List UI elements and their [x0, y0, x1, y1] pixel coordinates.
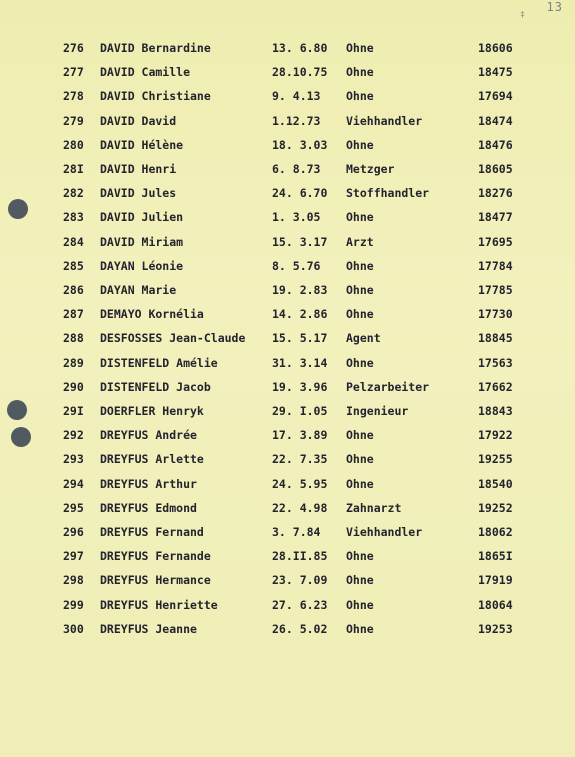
- birth-date: 18. 3.03: [272, 137, 328, 152]
- bleed-through-smudge: [60, 660, 500, 700]
- reference-number: 17922: [478, 428, 513, 443]
- reference-number: 18276: [478, 186, 513, 201]
- occupation: Ohne: [346, 210, 374, 225]
- birth-date: 22. 7.35: [272, 452, 328, 467]
- person-name: DREYFUS Arthur: [100, 476, 197, 491]
- birth-date: 28.II.85: [272, 549, 328, 564]
- birth-date: 28.10.75: [272, 65, 328, 80]
- person-name: DAVID Bernardine: [100, 41, 211, 55]
- person-name: DAVID Jules: [100, 186, 177, 201]
- register-row: [0, 111, 575, 131]
- reference-number: 17784: [478, 258, 513, 273]
- occupation: Ohne: [346, 621, 374, 636]
- register-row: [0, 207, 575, 227]
- occupation: Ohne: [346, 597, 374, 612]
- entry-number: 29I: [63, 404, 84, 418]
- entry-number: 294: [63, 476, 84, 491]
- reference-number: 18062: [478, 525, 513, 539]
- birth-date: 17. 3.89: [272, 428, 328, 443]
- birth-date: 22. 4.98: [272, 500, 328, 515]
- reference-number: 18475: [478, 65, 513, 80]
- occupation: Agent: [346, 331, 381, 346]
- occupation: Ohne: [346, 355, 374, 370]
- occupation: Ohne: [346, 452, 374, 467]
- person-name: DAVID David: [100, 113, 177, 128]
- person-name: DAVID Christiane: [100, 89, 211, 104]
- register-row: [0, 183, 575, 203]
- register-row: [0, 304, 575, 324]
- occupation: Ohne: [346, 65, 374, 80]
- occupation: Viehhandler: [346, 525, 423, 539]
- register-row: [0, 353, 575, 373]
- register-row: [0, 62, 575, 82]
- entry-number: 277: [63, 65, 84, 80]
- birth-date: 15. 5.17: [272, 331, 328, 346]
- reference-number: 18064: [478, 597, 513, 612]
- occupation: Ohne: [346, 307, 374, 322]
- reference-number: 1865I: [478, 549, 513, 564]
- register-row: [0, 449, 575, 469]
- reference-number: 18476: [478, 137, 513, 152]
- entry-number: 290: [63, 379, 84, 394]
- reference-number: 19255: [478, 452, 513, 467]
- person-name: DAYAN Léonie: [100, 258, 184, 273]
- register-row: [0, 619, 575, 639]
- birth-date: 24. 6.70: [272, 186, 328, 201]
- reference-number: 17662: [478, 379, 513, 394]
- birth-date: 19. 2.83: [272, 283, 328, 297]
- entry-number: 282: [63, 186, 84, 201]
- register-row: [0, 280, 575, 300]
- occupation: Ohne: [346, 283, 374, 297]
- entry-number: 292: [63, 428, 84, 443]
- person-name: DISTENFELD Amélie: [100, 355, 218, 370]
- birth-date: 13. 6.80: [272, 41, 328, 55]
- birth-date: 24. 5.95: [272, 476, 328, 491]
- person-name: DREYFUS Andrée: [100, 428, 197, 443]
- person-name: DEMAYO Kornélia: [100, 307, 204, 322]
- entry-number: 283: [63, 210, 84, 225]
- birth-date: 26. 5.02: [272, 621, 328, 636]
- entry-number: 284: [63, 234, 84, 249]
- entry-number: 276: [63, 41, 84, 55]
- entry-number: 299: [63, 597, 84, 612]
- entry-number: 293: [63, 452, 84, 467]
- reference-number: 18606: [478, 41, 513, 55]
- birth-date: 15. 3.17: [272, 234, 328, 249]
- entry-number: 295: [63, 500, 84, 515]
- occupation: Zahnarzt: [346, 500, 402, 515]
- register-row: [0, 546, 575, 566]
- occupation: Ohne: [346, 549, 374, 564]
- reference-number: 17563: [478, 355, 513, 370]
- birth-date: 29. I.05: [272, 404, 328, 418]
- occupation: Ohne: [346, 41, 374, 55]
- person-name: DAYAN Marie: [100, 283, 177, 297]
- person-name: DOERFLER Henryk: [100, 404, 204, 418]
- entry-number: 279: [63, 113, 84, 128]
- occupation: Metzger: [346, 162, 395, 176]
- register-row: [0, 570, 575, 590]
- person-name: DREYFUS Arlette: [100, 452, 204, 467]
- occupation: Arzt: [346, 234, 374, 249]
- register-row: [0, 498, 575, 518]
- reference-number: 17694: [478, 89, 513, 104]
- birth-date: 9. 4.13: [272, 89, 321, 104]
- register-row: [0, 474, 575, 494]
- register-row: [0, 595, 575, 615]
- register-row: [0, 401, 575, 421]
- person-name: DESFOSSES Jean-Claude: [100, 331, 246, 346]
- register-row: [0, 159, 575, 179]
- entry-number: 28I: [63, 162, 84, 176]
- reference-number: 18474: [478, 113, 513, 128]
- person-name: DREYFUS Fernand: [100, 525, 204, 539]
- register-row: [0, 522, 575, 542]
- birth-date: 1. 3.05: [272, 210, 321, 225]
- occupation: Ohne: [346, 137, 374, 152]
- occupation: Ohne: [346, 258, 374, 273]
- person-name: DREYFUS Fernande: [100, 549, 211, 564]
- birth-date: 14. 2.86: [272, 307, 328, 322]
- reference-number: 18605: [478, 162, 513, 176]
- entry-number: 298: [63, 573, 84, 588]
- reference-number: 18540: [478, 476, 513, 491]
- entry-number: 300: [63, 621, 84, 636]
- occupation: Ohne: [346, 476, 374, 491]
- birth-date: 23. 7.09: [272, 573, 328, 588]
- entry-number: 278: [63, 89, 84, 104]
- reference-number: 17695: [478, 234, 513, 249]
- register-row: [0, 425, 575, 445]
- person-name: DISTENFELD Jacob: [100, 379, 211, 394]
- reference-number: 18477: [478, 210, 513, 225]
- entry-number: 288: [63, 331, 84, 346]
- reference-number: 17919: [478, 573, 513, 588]
- person-name: DREYFUS Henriette: [100, 597, 218, 612]
- reference-number: 19253: [478, 621, 513, 636]
- register-row: [0, 256, 575, 276]
- occupation: Ohne: [346, 89, 374, 104]
- register-row: [0, 38, 575, 58]
- entry-number: 289: [63, 355, 84, 370]
- occupation: Ingenieur: [346, 404, 409, 418]
- birth-date: 3. 7.84: [272, 525, 321, 539]
- reference-number: 18843: [478, 404, 513, 418]
- reference-number: 18845: [478, 331, 513, 346]
- birth-date: 31. 3.14: [272, 355, 328, 370]
- person-name: DAVID Camille: [100, 65, 191, 80]
- person-name: DAVID Hélène: [100, 137, 184, 152]
- birth-date: 6. 8.73: [272, 162, 321, 176]
- reference-number: 17730: [478, 307, 513, 322]
- birth-date: 8. 5.76: [272, 258, 321, 273]
- birth-date: 19. 3.96: [272, 379, 328, 394]
- entry-number: 297: [63, 549, 84, 564]
- register-row: [0, 328, 575, 348]
- occupation: Stoffhandler: [346, 186, 430, 201]
- register-row: [0, 86, 575, 106]
- birth-date: 1.12.73: [272, 113, 321, 128]
- birth-date: 27. 6.23: [272, 597, 328, 612]
- page-number: 13: [546, 0, 563, 14]
- reference-number: 17785: [478, 283, 513, 297]
- person-name: DREYFUS Hermance: [100, 573, 211, 588]
- person-name: DREYFUS Jeanne: [100, 621, 197, 636]
- person-name: DAVID Henri: [100, 162, 177, 176]
- register-row: [0, 135, 575, 155]
- person-name: DAVID Miriam: [100, 234, 184, 249]
- entry-number: 287: [63, 307, 84, 322]
- entry-number: 296: [63, 525, 84, 539]
- entry-number: 286: [63, 283, 84, 297]
- reference-number: 19252: [478, 500, 513, 515]
- person-name: DREYFUS Edmond: [100, 500, 197, 515]
- register-row: [0, 232, 575, 252]
- person-name: DAVID Julien: [100, 210, 184, 225]
- pencil-mark: ‡: [520, 10, 525, 19]
- register-row: [0, 377, 575, 397]
- occupation: Ohne: [346, 428, 374, 443]
- occupation: Pelzarbeiter: [346, 379, 430, 394]
- occupation: Ohne: [346, 573, 374, 588]
- entry-number: 280: [63, 137, 84, 152]
- occupation: Viehhandler: [346, 113, 423, 128]
- entry-number: 285: [63, 258, 84, 273]
